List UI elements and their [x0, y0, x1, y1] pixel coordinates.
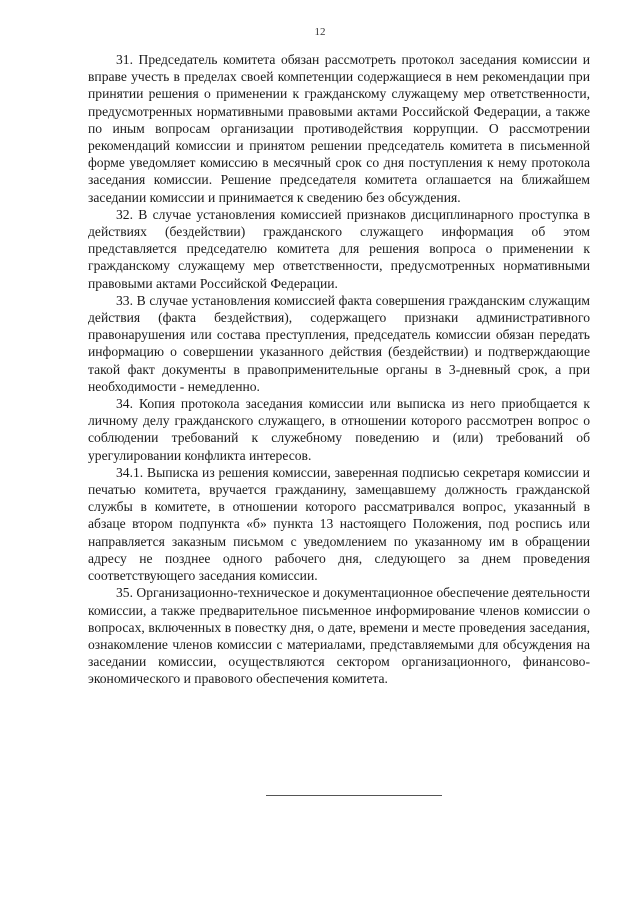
document-body — [88, 51, 590, 688]
paragraph-32: 32. В случае установления комиссией признаков дисциплинарного проступка в действиях (бездействии) гражданского служащего информация об этом представляется председателю комитета для решения вопроса о применении к гражданскому служащему мер ответственности, предусмотренных нормативными правовыми актами Российской Федерации. — [88, 206, 590, 291]
paragraph-33: 33. В случае установления комиссией факта совершения гражданским служащим действия (факта бездействия), содержащего признаки административного правонарушения или состава преступления, председатель комиссии обязан передать информацию о совершении указанного действия (бездействии) и подтверждающие такой факт документы в правоприменительные органы в 3-дневный срок, а при необходимости - немедленно. — [88, 292, 590, 394]
end-divider-line — [266, 795, 442, 796]
paragraph-35: 35. Организационно-техническое и документационное обеспечение деятельности комиссии, а также предварительное письменное информирование членов комиссии о вопросах, включенных в повестку дня, о дате, времени и месте проведения заседания, ознакомление членов комиссии с материалами, представляемыми для обсуждения на заседании комиссии, осуществляются сектором организационного, финансово-экономического и правового обеспечения комитета. — [88, 585, 590, 687]
paragraph-34-1: 34.1. Выписка из решения комиссии, заверенная подписью секретаря комиссии и печатью комитета, вручается гражданину, замещавшему должность гражданской службы в комитете, в отношении которого рассматривался вопрос, указанный в абзаце втором подпункта «б» пункта 13 настоящего Положения, под роспись или направляется заказным письмом с уведомлением по указанному им в обращении адресу не позднее одного рабочего дня, следующего за днем проведения соответствующего заседания комиссии. — [88, 464, 590, 584]
paragraph-31: 31. Председатель комитета обязан рассмотреть протокол заседания комиссии и вправе учесть в пределах своей компетенции содержащиеся в нем рекомендации при принятии решения о применении к гражданскому служащему мер ответственности, предусмотренных нормативными правовыми актами Российской Федерации, а также по иным вопросам организации противодействия коррупции. О рассмотрении рекомендаций комиссии и принятом решении председатель комитета в письменной форме уведомляет комиссию в месячный срок со дня поступления к нему протокола заседания комиссии. Решение председателя комитета оглашается на ближайшем заседании комиссии и принимается к сведению без обсуждения. — [88, 52, 590, 205]
paragraph-34: 34. Копия протокола заседания комиссии или выписка из него приобщается к личному делу гражданского служащего, в отношении которого рассмотрен вопрос о соблюдении требований к служебному поведению и (или) требований об урегулировании конфликта интересов. — [88, 396, 590, 463]
page-number: 12 — [314, 26, 326, 38]
